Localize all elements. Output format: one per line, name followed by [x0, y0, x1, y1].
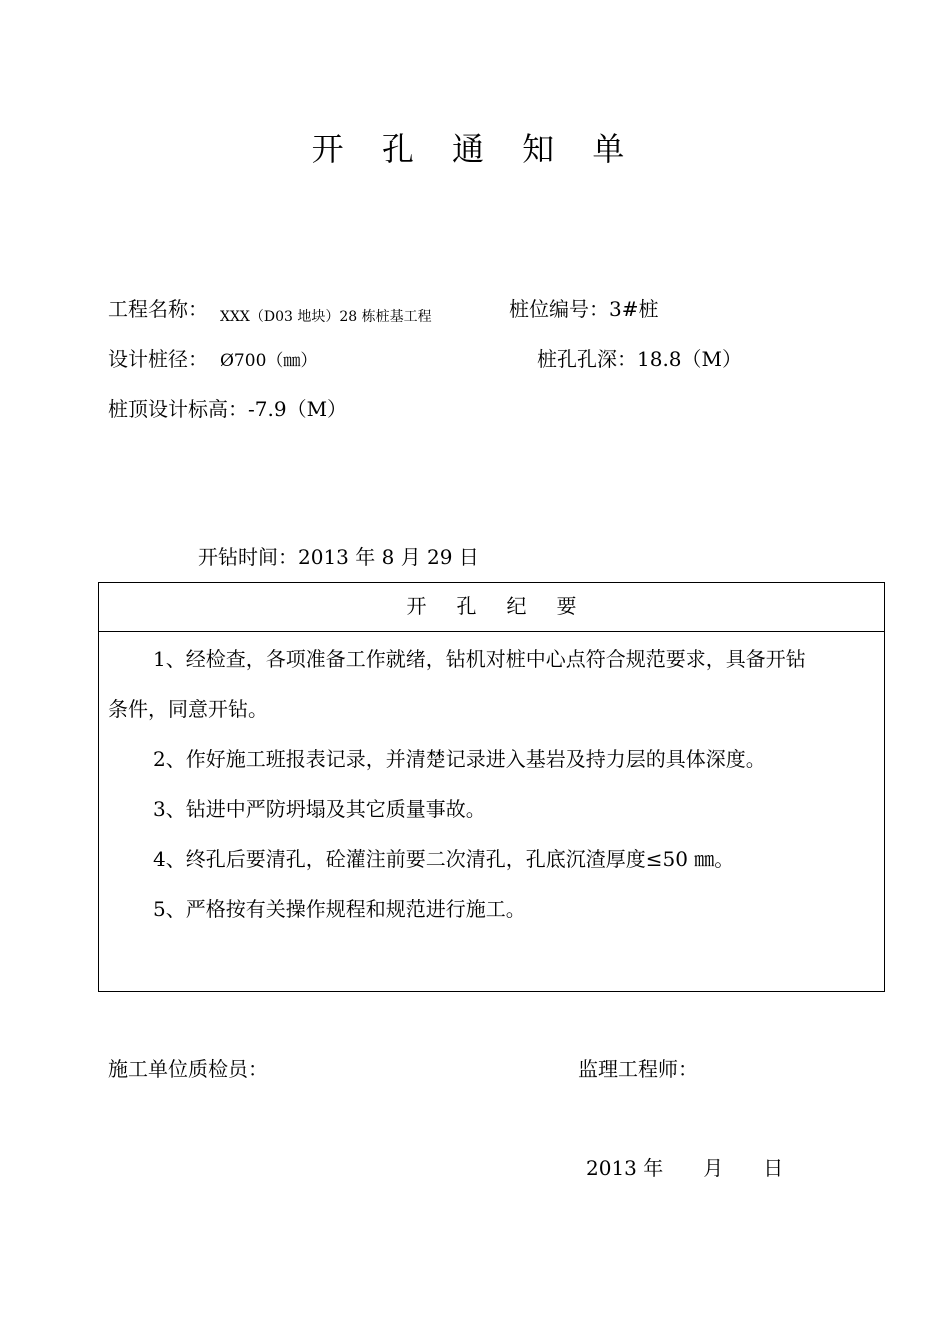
- project-name-label: 工程名称：: [108, 297, 208, 321]
- summary-item: 条件，同意开钻。: [108, 697, 268, 721]
- pile-number-label: 桩位编号：: [509, 297, 609, 321]
- supervisor-label: 监理工程师：: [578, 1057, 698, 1081]
- project-name-value: XXX（D03 地块）28 栋桩基工程: [220, 309, 432, 325]
- summary-item: 1、经检查，各项准备工作就绪，钻机对桩中心点符合规范要求，具备开钻: [153, 647, 806, 671]
- summary-item: 2、作好施工班报表记录，并清楚记录进入基岩及持力层的具体深度。: [153, 747, 766, 771]
- summary-item: 4、终孔后要清孔，砼灌注前要二次清孔，孔底沉渣厚度≤50 ㎜。: [153, 847, 735, 871]
- pile-number-value: 3#桩: [609, 297, 659, 321]
- signature-date: 2013 年 月 日: [586, 1156, 784, 1180]
- inspector-label: 施工单位质检员：: [108, 1057, 268, 1081]
- drill-time-label: 开钻时间：: [198, 545, 298, 569]
- pile-diameter-value: Ø700（㎜）: [220, 351, 318, 371]
- drill-time-value: 2013 年 8 月 29 日: [298, 545, 479, 569]
- summary-item: 5、严格按有关操作规程和规范进行施工。: [153, 897, 526, 921]
- top-elevation-label: 桩顶设计标高：: [108, 397, 248, 421]
- document-title: 开 孔 通 知 单: [311, 130, 639, 168]
- hole-depth-label: 桩孔孔深：: [537, 347, 637, 371]
- summary-heading: 开孔纪要: [99, 583, 884, 632]
- pile-diameter-label: 设计桩径：: [108, 347, 208, 371]
- summary-item: 3、钻进中严防坍塌及其它质量事故。: [153, 797, 486, 821]
- top-elevation-value: -7.9（M）: [248, 397, 348, 421]
- hole-depth-value: 18.8（M）: [637, 347, 743, 371]
